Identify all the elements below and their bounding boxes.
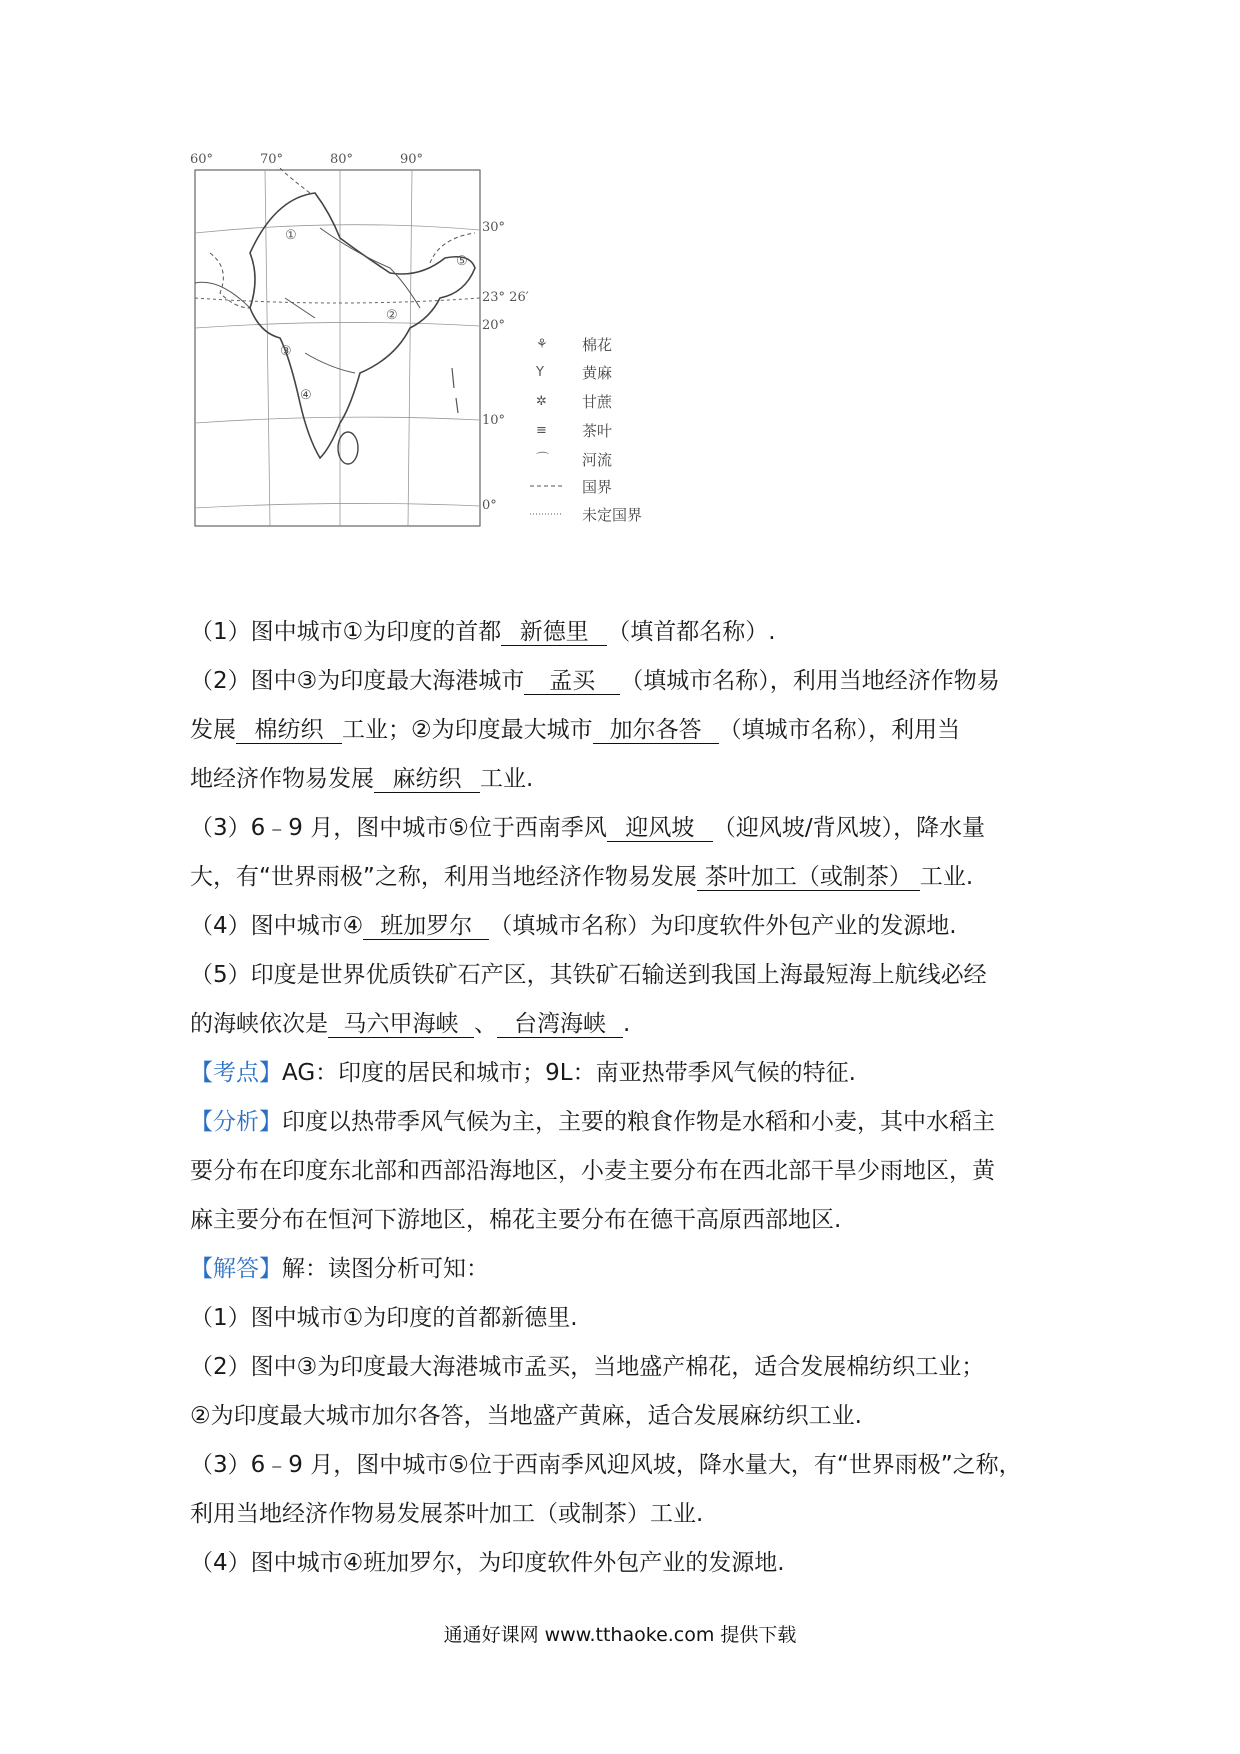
q4-answer: 班加罗尔 bbox=[363, 913, 489, 940]
q1-text: （1）图中城市①为印度的首都 bbox=[190, 619, 502, 645]
fenxi-text: 印度以热带季风气候为主，主要的粮食作物是水稻和小麦，其中水稻主 bbox=[282, 1109, 995, 1135]
q5-separator: 、 bbox=[474, 1011, 497, 1037]
lon-label: 80° bbox=[330, 152, 354, 167]
kaodian-tag: 【考点】 bbox=[190, 1060, 282, 1086]
q5-text: 的海峡依次是 bbox=[190, 1011, 328, 1037]
q2-text: 工业. bbox=[480, 766, 534, 792]
kaodian-text: AG：印度的居民和城市；9L：南亚热带季风气候的特征. bbox=[282, 1060, 856, 1086]
city-marker-5: ⑤ bbox=[456, 254, 468, 269]
q1-text-after: （填首都名称）. bbox=[607, 619, 776, 645]
question-2-line-3 bbox=[190, 755, 1070, 804]
legend-label-tea: 茶叶 bbox=[582, 422, 613, 440]
legend-label-river: 河流 bbox=[582, 451, 613, 469]
jieda-answer-4: （4）图中城市④班加罗尔，为印度软件外包产业的发源地. bbox=[190, 1550, 785, 1576]
lon-label: 60° bbox=[190, 152, 214, 167]
q5-answer-1: 马六甲海峡 bbox=[328, 1011, 474, 1038]
q2-text: （填城市名称），利用当 bbox=[718, 717, 961, 743]
jieda-tag: 【解答】 bbox=[190, 1256, 282, 1282]
q2-answer-4: 麻纺织 bbox=[374, 766, 480, 793]
city-marker-4: ④ bbox=[300, 388, 312, 403]
jieda-answer-2-line-2: ②为印度最大城市加尔各答，当地盛产黄麻，适合发展麻纺织工业. bbox=[190, 1403, 862, 1429]
q2-text: 发展 bbox=[190, 717, 236, 743]
q3-answer-1: 迎风坡 bbox=[607, 815, 713, 842]
q3-text: 工业. bbox=[919, 864, 974, 890]
question-2-line-2 bbox=[190, 706, 1070, 755]
question-1 bbox=[190, 608, 1070, 657]
jieda-intro: 解：读图分析可知： bbox=[282, 1256, 489, 1282]
q5-answer-2: 台湾海峡 bbox=[497, 1011, 623, 1038]
q2-answer-3: 加尔各答 bbox=[593, 717, 719, 744]
city-marker-1: ① bbox=[285, 228, 297, 243]
lon-label: 90° bbox=[400, 152, 424, 167]
q5-text: . bbox=[623, 1011, 631, 1037]
legend-label-undetermined-border: 未定国界 bbox=[582, 506, 643, 524]
q1-answer: 新德里 bbox=[501, 619, 607, 646]
city-marker-3: ③ bbox=[280, 344, 292, 359]
question-5-line-2 bbox=[190, 1000, 1070, 1049]
jieda-answer-1: （1）图中城市①为印度的首都新德里. bbox=[190, 1305, 578, 1331]
fenxi-line-2: 要分布在印度东北部和西部沿海地区，小麦主要分布在西北部干旱少雨地区，黄 bbox=[190, 1158, 995, 1184]
q3-text: （迎风坡/背风坡），降水量 bbox=[712, 815, 986, 841]
svg-text:⚘: ⚘ bbox=[536, 337, 548, 352]
fenxi-line-1 bbox=[190, 1098, 1070, 1147]
svg-text:✲: ✲ bbox=[536, 394, 547, 409]
legend-label-jute: 黄麻 bbox=[582, 364, 613, 382]
q2-text: 地经济作物易发展 bbox=[190, 766, 374, 792]
question-5-line-1 bbox=[190, 951, 1070, 1000]
jieda-line bbox=[190, 1245, 1070, 1294]
q5-text: （5）印度是世界优质铁矿石产区，其铁矿石输送到我国上海最短海上航线必经 bbox=[190, 962, 987, 988]
lat-label: 30° bbox=[482, 220, 506, 235]
jieda-answer-3-line-2: 利用当地经济作物易发展茶叶加工（或制茶）工业. bbox=[190, 1501, 704, 1527]
question-4 bbox=[190, 902, 1070, 951]
lat-label: 0° bbox=[482, 498, 497, 513]
legend-label-cotton: 棉花 bbox=[582, 336, 613, 354]
lon-label: 70° bbox=[260, 152, 284, 167]
jieda-answer-3-line-1: （3）6﹣9 月，图中城市⑤位于西南季风迎风坡，降水量大，有“世界雨极”之称， bbox=[190, 1452, 1022, 1478]
question-3-line-2 bbox=[190, 853, 1070, 902]
q2-text: （2）图中③为印度最大海港城市 bbox=[190, 668, 525, 694]
q2-answer-2: 棉纺织 bbox=[236, 717, 342, 744]
footer-text: 通通好课网 www.tthaoke.com 提供下载 bbox=[443, 1624, 797, 1646]
legend-label-border: 国界 bbox=[582, 478, 613, 496]
q3-text: 大，有“世界雨极”之称，利用当地经济作物易发展 bbox=[190, 864, 697, 890]
q4-text: （4）图中城市④ bbox=[190, 913, 364, 939]
q2-text: （填城市名称），利用当地经济作物易 bbox=[620, 668, 1000, 694]
fenxi-tag: 【分析】 bbox=[190, 1109, 282, 1135]
q4-text: （填城市名称）为印度软件外包产业的发源地. bbox=[489, 913, 957, 939]
lat-label: 23° 26′ bbox=[482, 290, 529, 305]
legend-label-sugarcane: 甘蔗 bbox=[582, 393, 613, 411]
lat-label: 10° bbox=[482, 413, 506, 428]
india-map bbox=[190, 158, 750, 598]
q3-answer-2: 茶叶加工（或制茶） bbox=[697, 864, 920, 891]
q2-text: 工业；②为印度最大城市 bbox=[342, 717, 593, 743]
question-3-line-1 bbox=[190, 804, 1070, 853]
q2-answer-1: 孟买 bbox=[524, 668, 620, 695]
svg-text:⌒: ⌒ bbox=[536, 452, 550, 467]
svg-text:Y: Y bbox=[536, 365, 544, 380]
svg-text:≡: ≡ bbox=[536, 423, 547, 438]
city-marker-2: ② bbox=[386, 308, 398, 323]
question-2-line-1 bbox=[190, 657, 1070, 706]
q3-text: （3）6﹣9 月，图中城市⑤位于西南季风 bbox=[190, 815, 607, 841]
questions bbox=[190, 608, 1070, 1588]
lat-label: 20° bbox=[482, 318, 506, 333]
fenxi-line-3: 麻主要分布在恒河下游地区，棉花主要分布在德干高原西部地区. bbox=[190, 1207, 842, 1233]
jieda-answer-2-line-1: （2）图中③为印度最大海港城市孟买，当地盛产棉花，适合发展棉纺织工业； bbox=[190, 1354, 985, 1380]
india-map-figure bbox=[190, 152, 750, 598]
kaodian-line bbox=[190, 1049, 1070, 1098]
